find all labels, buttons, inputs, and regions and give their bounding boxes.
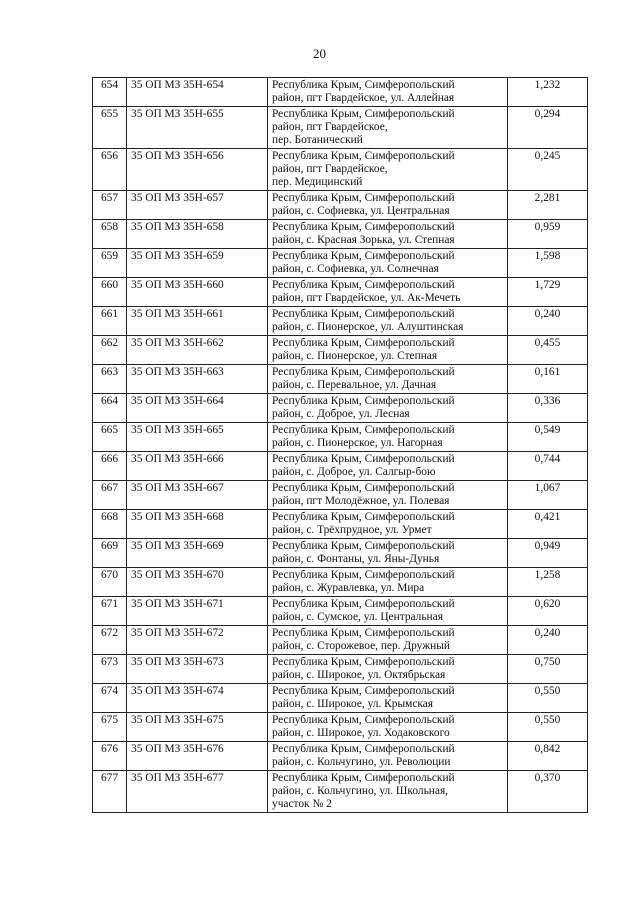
road-length: 0,550: [508, 713, 588, 742]
road-address: [268, 771, 508, 813]
address-line: Республика Крым, Симферопольский: [272, 598, 455, 610]
table-row: [93, 307, 588, 336]
road-length: 0,620: [508, 597, 588, 626]
table-row: [93, 249, 588, 278]
address-line: Республика Крым, Симферопольский: [272, 772, 455, 784]
road-length: 2,281: [508, 191, 588, 220]
row-number: 662: [93, 336, 127, 365]
road-address: [268, 568, 508, 597]
road-address: [268, 423, 508, 452]
road-code: 35 ОП МЗ 35Н-672: [127, 626, 268, 655]
address-line: Республика Крым, Симферопольский: [272, 395, 455, 407]
road-code: 35 ОП МЗ 35Н-670: [127, 568, 268, 597]
address-line: район, с. Доброе, ул. Салгыр-бою: [272, 466, 436, 478]
row-number: 674: [93, 684, 127, 713]
address-line: пер. Ботанический: [272, 134, 363, 146]
road-code: 35 ОП МЗ 35Н-673: [127, 655, 268, 684]
row-number: 656: [93, 149, 127, 191]
address-line: Республика Крым, Симферопольский: [272, 308, 455, 320]
road-address: [268, 539, 508, 568]
road-code: 35 ОП МЗ 35Н-654: [127, 78, 268, 107]
table-row: [93, 423, 588, 452]
road-code: 35 ОП МЗ 35Н-669: [127, 539, 268, 568]
road-address: [268, 307, 508, 336]
road-address: [268, 220, 508, 249]
address-line: Республика Крым, Симферопольский: [272, 627, 455, 639]
road-length: 0,294: [508, 107, 588, 149]
road-address: [268, 365, 508, 394]
table-row: [93, 336, 588, 365]
road-code: 35 ОП МЗ 35Н-658: [127, 220, 268, 249]
address-line: район, с. Пионерское, ул. Степная: [272, 350, 438, 362]
address-line: Республика Крым, Симферопольский: [272, 482, 455, 494]
row-number: 659: [93, 249, 127, 278]
road-length: 0,842: [508, 742, 588, 771]
roads-table-body: [93, 78, 588, 813]
road-length: 0,959: [508, 220, 588, 249]
address-line: район, с. Широкое, ул. Ходаковского: [272, 727, 450, 739]
road-code: 35 ОП МЗ 35Н-676: [127, 742, 268, 771]
address-line: Республика Крым, Симферопольский: [272, 424, 455, 436]
road-length: 0,750: [508, 655, 588, 684]
road-code: 35 ОП МЗ 35Н-675: [127, 713, 268, 742]
row-number: 660: [93, 278, 127, 307]
road-length: 1,258: [508, 568, 588, 597]
road-code: 35 ОП МЗ 35Н-662: [127, 336, 268, 365]
row-number: 665: [93, 423, 127, 452]
table-row: [93, 149, 588, 191]
road-code: 35 ОП МЗ 35Н-661: [127, 307, 268, 336]
address-line: район, с. Кольчугино, ул. Революции: [272, 756, 451, 768]
road-address: [268, 249, 508, 278]
address-line: Республика Крым, Симферопольский: [272, 108, 455, 120]
road-length: 0,161: [508, 365, 588, 394]
table-row: [93, 539, 588, 568]
address-line: Республика Крым, Симферопольский: [272, 685, 455, 697]
table-row: [93, 771, 588, 813]
table-row: [93, 655, 588, 684]
road-code: 35 ОП МЗ 35Н-671: [127, 597, 268, 626]
road-length: 1,232: [508, 78, 588, 107]
road-code: 35 ОП МЗ 35Н-667: [127, 481, 268, 510]
address-line: Республика Крым, Симферопольский: [272, 540, 455, 552]
road-code: 35 ОП МЗ 35Н-674: [127, 684, 268, 713]
table-row: [93, 597, 588, 626]
road-length: 1,729: [508, 278, 588, 307]
address-line: Республика Крым, Симферопольский: [272, 453, 455, 465]
row-number: 666: [93, 452, 127, 481]
address-line: район, с. Пионерское, ул. Нагорная: [272, 437, 443, 449]
page-number: 20: [313, 46, 326, 61]
road-code: 35 ОП МЗ 35Н-663: [127, 365, 268, 394]
address-line: Республика Крым, Симферопольский: [272, 656, 455, 668]
address-line: Республика Крым, Симферопольский: [272, 79, 455, 91]
road-length: 0,336: [508, 394, 588, 423]
road-address: [268, 510, 508, 539]
road-code: 35 ОП МЗ 35Н-665: [127, 423, 268, 452]
road-code: 35 ОП МЗ 35Н-656: [127, 149, 268, 191]
address-line: район, с. Кольчугино, ул. Школьная,: [272, 785, 449, 797]
road-address: [268, 626, 508, 655]
road-code: 35 ОП МЗ 35Н-660: [127, 278, 268, 307]
road-length: 0,245: [508, 149, 588, 191]
address-line: район, с. Фонтаны, ул. Яны-Дунья: [272, 553, 440, 565]
road-code: 35 ОП МЗ 35Н-677: [127, 771, 268, 813]
road-address: [268, 742, 508, 771]
road-length: 0,455: [508, 336, 588, 365]
table-row: [93, 713, 588, 742]
road-address: [268, 191, 508, 220]
road-address: [268, 597, 508, 626]
row-number: 658: [93, 220, 127, 249]
address-line: район, с. Софиевка, ул. Центральная: [272, 205, 450, 217]
address-line: район, пгт Гвардейское, ул. Аллейная: [272, 92, 455, 104]
address-line: район, с. Трёхпрудное, ул. Урмет: [272, 524, 432, 536]
address-line: район, с. Широкое, ул. Октябрьская: [272, 669, 446, 681]
address-line: район, пгт Гвардейское,: [272, 163, 388, 175]
road-address: [268, 78, 508, 107]
road-address: [268, 107, 508, 149]
road-address: [268, 684, 508, 713]
row-number: 654: [93, 78, 127, 107]
row-number: 673: [93, 655, 127, 684]
road-code: 35 ОП МЗ 35Н-668: [127, 510, 268, 539]
address-line: район, с. Сторожевое, пер. Дружный: [272, 640, 450, 652]
address-line: Республика Крым, Симферопольский: [272, 192, 455, 204]
row-number: 668: [93, 510, 127, 539]
row-number: 664: [93, 394, 127, 423]
road-length: 0,240: [508, 307, 588, 336]
roads-table: [92, 77, 588, 813]
address-line: район, пгт Молодёжное, ул. Полевая: [272, 495, 450, 507]
table-row: [93, 191, 588, 220]
address-line: Республика Крым, Симферопольский: [272, 337, 455, 349]
road-address: [268, 713, 508, 742]
address-line: пер. Медицинский: [272, 176, 363, 188]
row-number: 667: [93, 481, 127, 510]
road-address: [268, 655, 508, 684]
road-address: [268, 336, 508, 365]
road-length: 0,549: [508, 423, 588, 452]
row-number: 676: [93, 742, 127, 771]
table-row: [93, 394, 588, 423]
table-row: [93, 78, 588, 107]
row-number: 672: [93, 626, 127, 655]
address-line: район, с. Сумское, ул. Центральная: [272, 611, 443, 623]
address-line: район, с. Софиевка, ул. Солнечная: [272, 263, 439, 275]
road-address: [268, 149, 508, 191]
road-length: 0,370: [508, 771, 588, 813]
table-row: [93, 452, 588, 481]
road-code: 35 ОП МЗ 35Н-657: [127, 191, 268, 220]
row-number: 663: [93, 365, 127, 394]
table-row: [93, 365, 588, 394]
row-number: 669: [93, 539, 127, 568]
address-line: район, пгт Гвардейское,: [272, 121, 388, 133]
table-row: [93, 742, 588, 771]
address-line: район, с. Широкое, ул. Крымская: [272, 698, 434, 710]
table-row: [93, 626, 588, 655]
road-length: 0,949: [508, 539, 588, 568]
road-address: [268, 394, 508, 423]
address-line: район, с. Пионерское, ул. Алуштинская: [272, 321, 464, 333]
road-length: 0,421: [508, 510, 588, 539]
address-line: Республика Крым, Симферопольский: [272, 221, 455, 233]
address-line: Республика Крым, Симферопольский: [272, 150, 455, 162]
row-number: 657: [93, 191, 127, 220]
address-line: район, с. Перевальное, ул. Дачная: [272, 379, 437, 391]
road-address: [268, 481, 508, 510]
row-number: 661: [93, 307, 127, 336]
address-line: Республика Крым, Симферопольский: [272, 569, 455, 581]
address-line: район, с. Доброе, ул. Лесная: [272, 408, 410, 420]
road-code: 35 ОП МЗ 35Н-664: [127, 394, 268, 423]
road-code: 35 ОП МЗ 35Н-666: [127, 452, 268, 481]
address-line: Республика Крым, Симферопольский: [272, 511, 455, 523]
row-number: 670: [93, 568, 127, 597]
row-number: 677: [93, 771, 127, 813]
row-number: 675: [93, 713, 127, 742]
table-row: [93, 278, 588, 307]
road-address: [268, 452, 508, 481]
road-length: 1,067: [508, 481, 588, 510]
road-length: 1,598: [508, 249, 588, 278]
table-row: [93, 481, 588, 510]
address-line: участок № 2: [272, 798, 332, 810]
table-row: [93, 568, 588, 597]
address-line: Республика Крым, Симферопольский: [272, 743, 455, 755]
address-line: Республика Крым, Симферопольский: [272, 714, 455, 726]
address-line: Республика Крым, Симферопольский: [272, 279, 455, 291]
road-address: [268, 278, 508, 307]
address-line: район, пгт Гвардейское, ул. Ак-Мечеть: [272, 292, 461, 304]
row-number: 655: [93, 107, 127, 149]
address-line: Республика Крым, Симферопольский: [272, 366, 455, 378]
table-row: [93, 684, 588, 713]
address-line: район, с. Журавлевка, ул. Мира: [272, 582, 425, 594]
road-length: 0,744: [508, 452, 588, 481]
table-row: [93, 220, 588, 249]
road-length: 0,240: [508, 626, 588, 655]
table-row: [93, 510, 588, 539]
table-row: [93, 107, 588, 149]
address-line: район, с. Красная Зорька, ул. Степная: [272, 234, 455, 246]
road-length: 0,550: [508, 684, 588, 713]
address-line: Республика Крым, Симферопольский: [272, 250, 455, 262]
road-code: 35 ОП МЗ 35Н-659: [127, 249, 268, 278]
road-code: 35 ОП МЗ 35Н-655: [127, 107, 268, 149]
row-number: 671: [93, 597, 127, 626]
